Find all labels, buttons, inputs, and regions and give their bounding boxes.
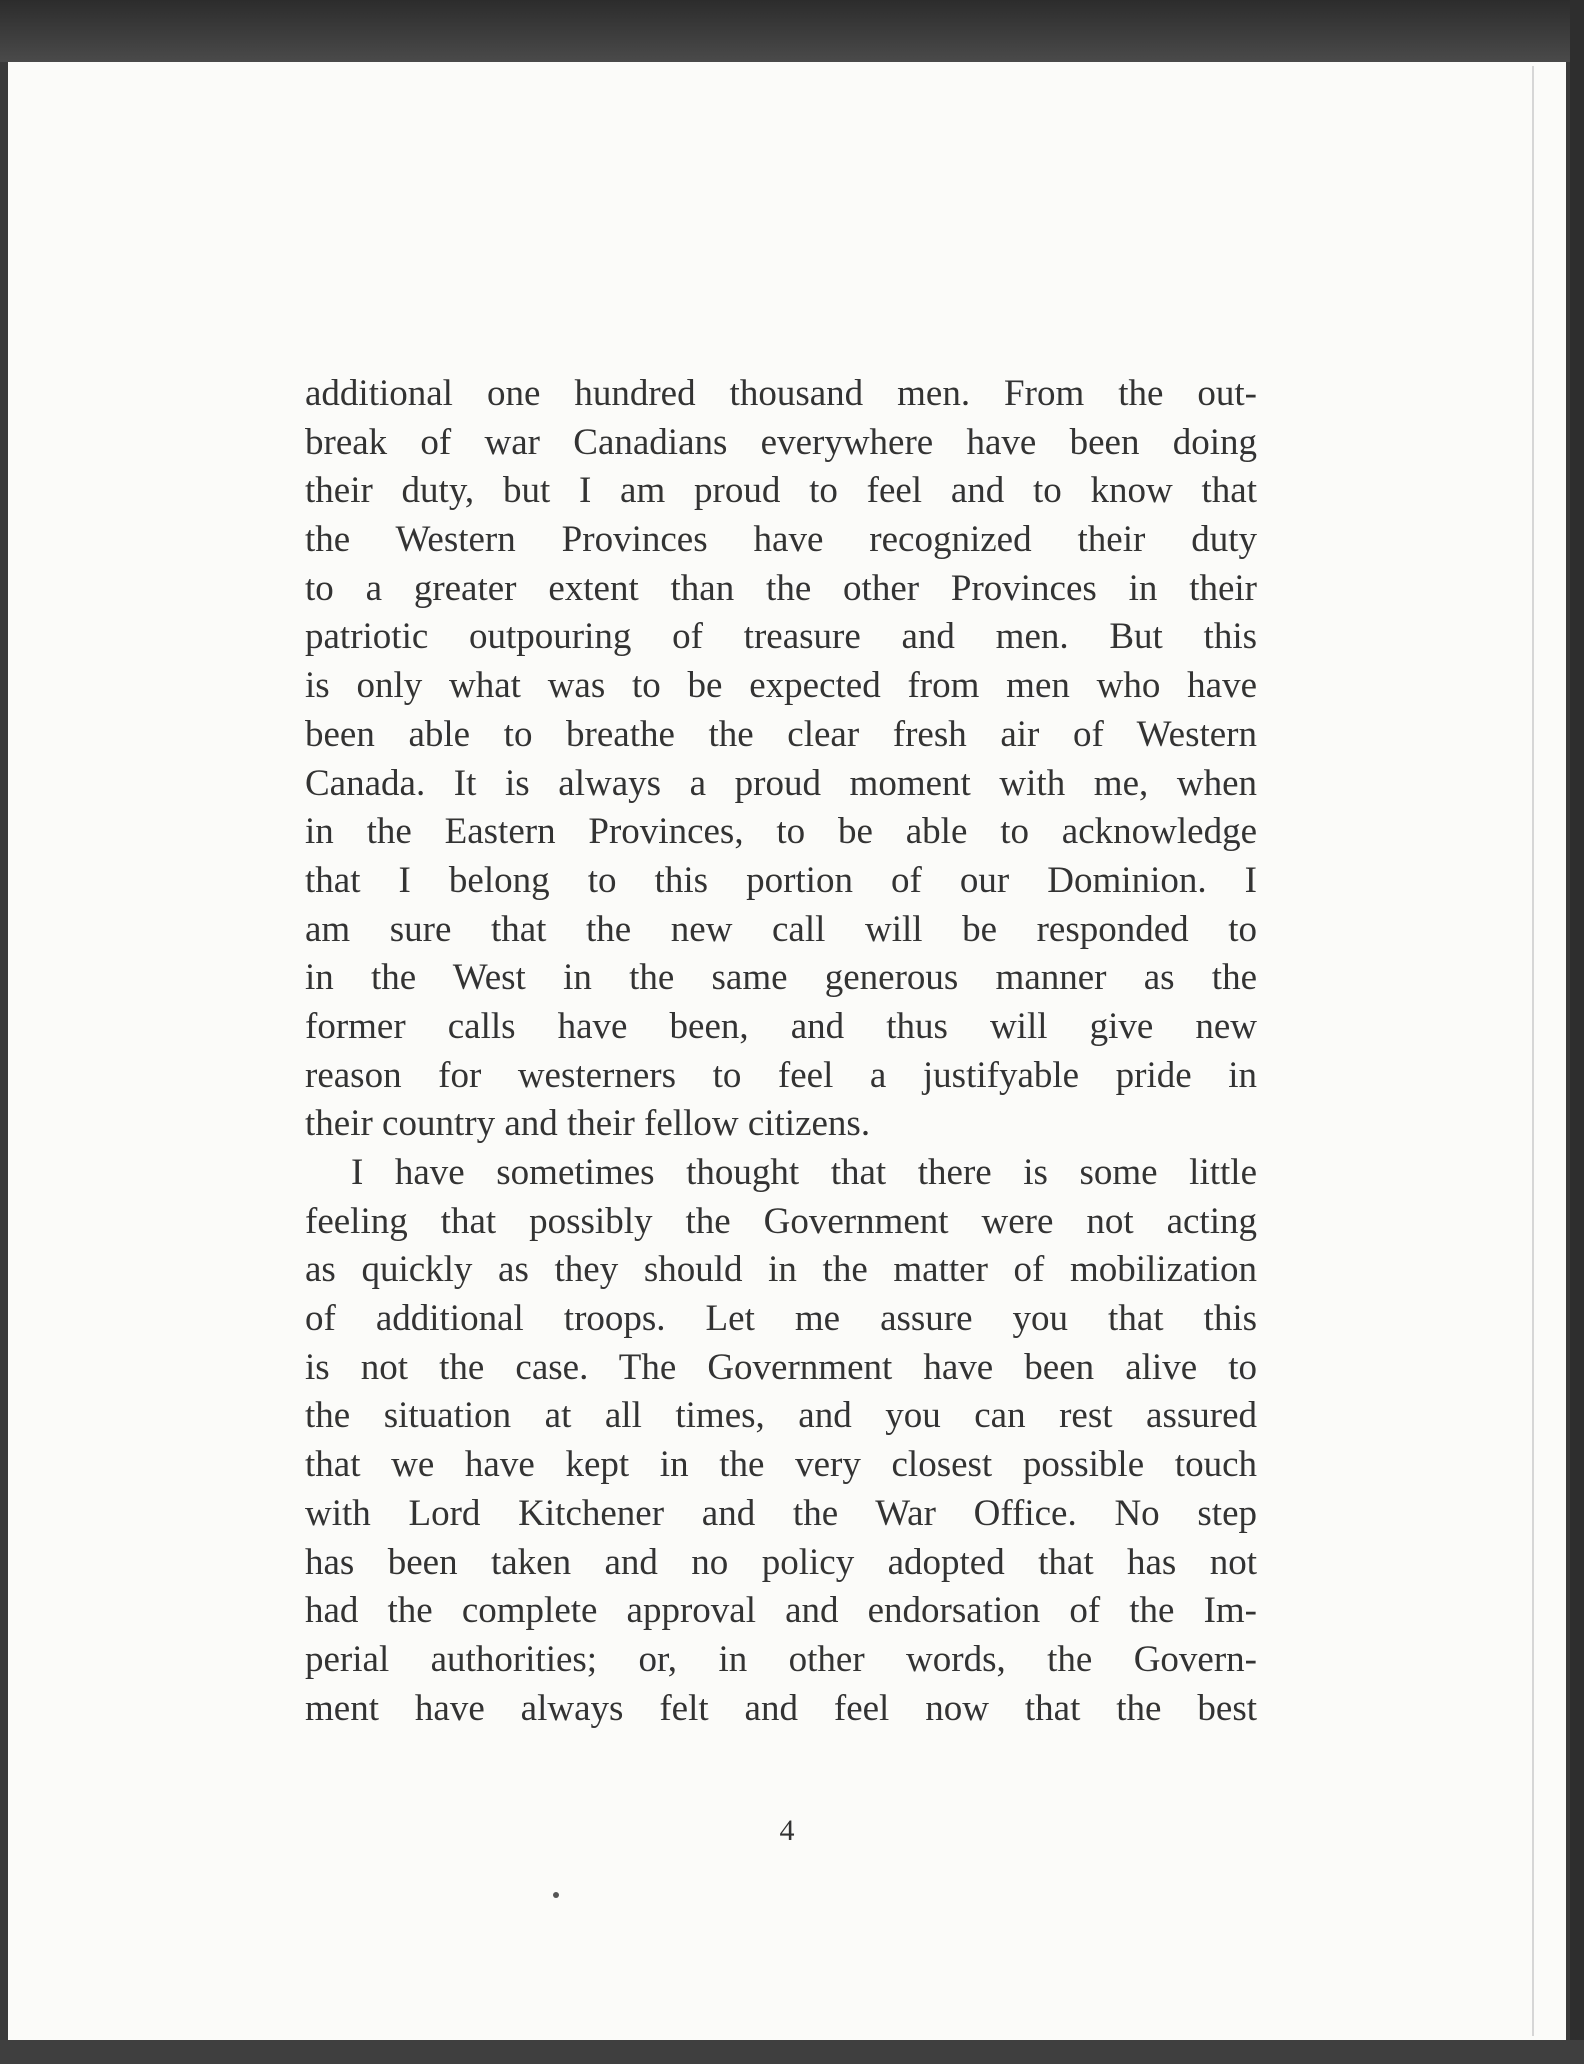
text-line: is only what was to be expected from men who have (305, 665, 1257, 707)
text-line: of additional troops. Let me assure you that this (305, 1298, 1257, 1340)
text-line: been able to breathe the clear fresh air of Western (305, 713, 1257, 755)
page-number: 4 (779, 1814, 795, 1847)
text-line: break of war Canadians everywhere have been doing (305, 421, 1257, 463)
text-line: that we have kept in the very closest possible touch (305, 1444, 1257, 1486)
text-line: former calls have been, and thus will give new (305, 1005, 1257, 1047)
text-line: patriotic outpouring of treasure and men. But this (305, 616, 1257, 658)
text-line: to a greater extent than the other Provinces in their (305, 567, 1257, 609)
text-line: the Western Provinces have recognized their duty (305, 519, 1257, 561)
scanner-right-border (1570, 0, 1584, 2064)
text-line: the situation at all times, and you can rest assured (305, 1395, 1257, 1437)
paragraph-end-line: their country and their fellow citizens. (305, 1103, 871, 1145)
scanner-bottom-border (0, 2040, 1584, 2064)
text-line: that I belong to this portion of our Dominion. I (305, 859, 1257, 901)
text-line: perial authorities; or, in other words, the Govern- (305, 1638, 1257, 1680)
text-line: their duty, but I am proud to feel and to know that (305, 470, 1257, 512)
body-text (305, 370, 1257, 1733)
text-line: feeling that possibly the Government were not acting (305, 1200, 1257, 1242)
text-line: am sure that the new call will be responded to (305, 908, 1257, 950)
paragraph-start-line: I have sometimes thought that there is some little (351, 1152, 1257, 1193)
text-line: has been taken and no policy adopted that has not (305, 1541, 1257, 1583)
text-line: Canada. It is always a proud moment with me, when (305, 762, 1257, 804)
text-line: in the West in the same generous manner as the (305, 957, 1257, 999)
page-fold-edge (1532, 66, 1534, 2036)
text-line: reason for westerners to feel a justifyable pride in (305, 1054, 1257, 1096)
text-line: with Lord Kitchener and the War Office. No step (305, 1492, 1257, 1534)
text-line: additional one hundred thousand men. From the out- (305, 373, 1257, 414)
scan-speck (553, 1892, 559, 1898)
text-line: is not the case. The Government have been alive to (305, 1346, 1257, 1388)
text-line: had the complete approval and endorsation of the Im- (305, 1590, 1257, 1632)
text-line: ment have always felt and feel now that the best (305, 1687, 1257, 1729)
text-line: in the Eastern Provinces, to be able to acknowledge (305, 811, 1257, 853)
text-line: as quickly as they should in the matter of mobilization (305, 1249, 1257, 1291)
scanner-top-border (0, 0, 1584, 62)
